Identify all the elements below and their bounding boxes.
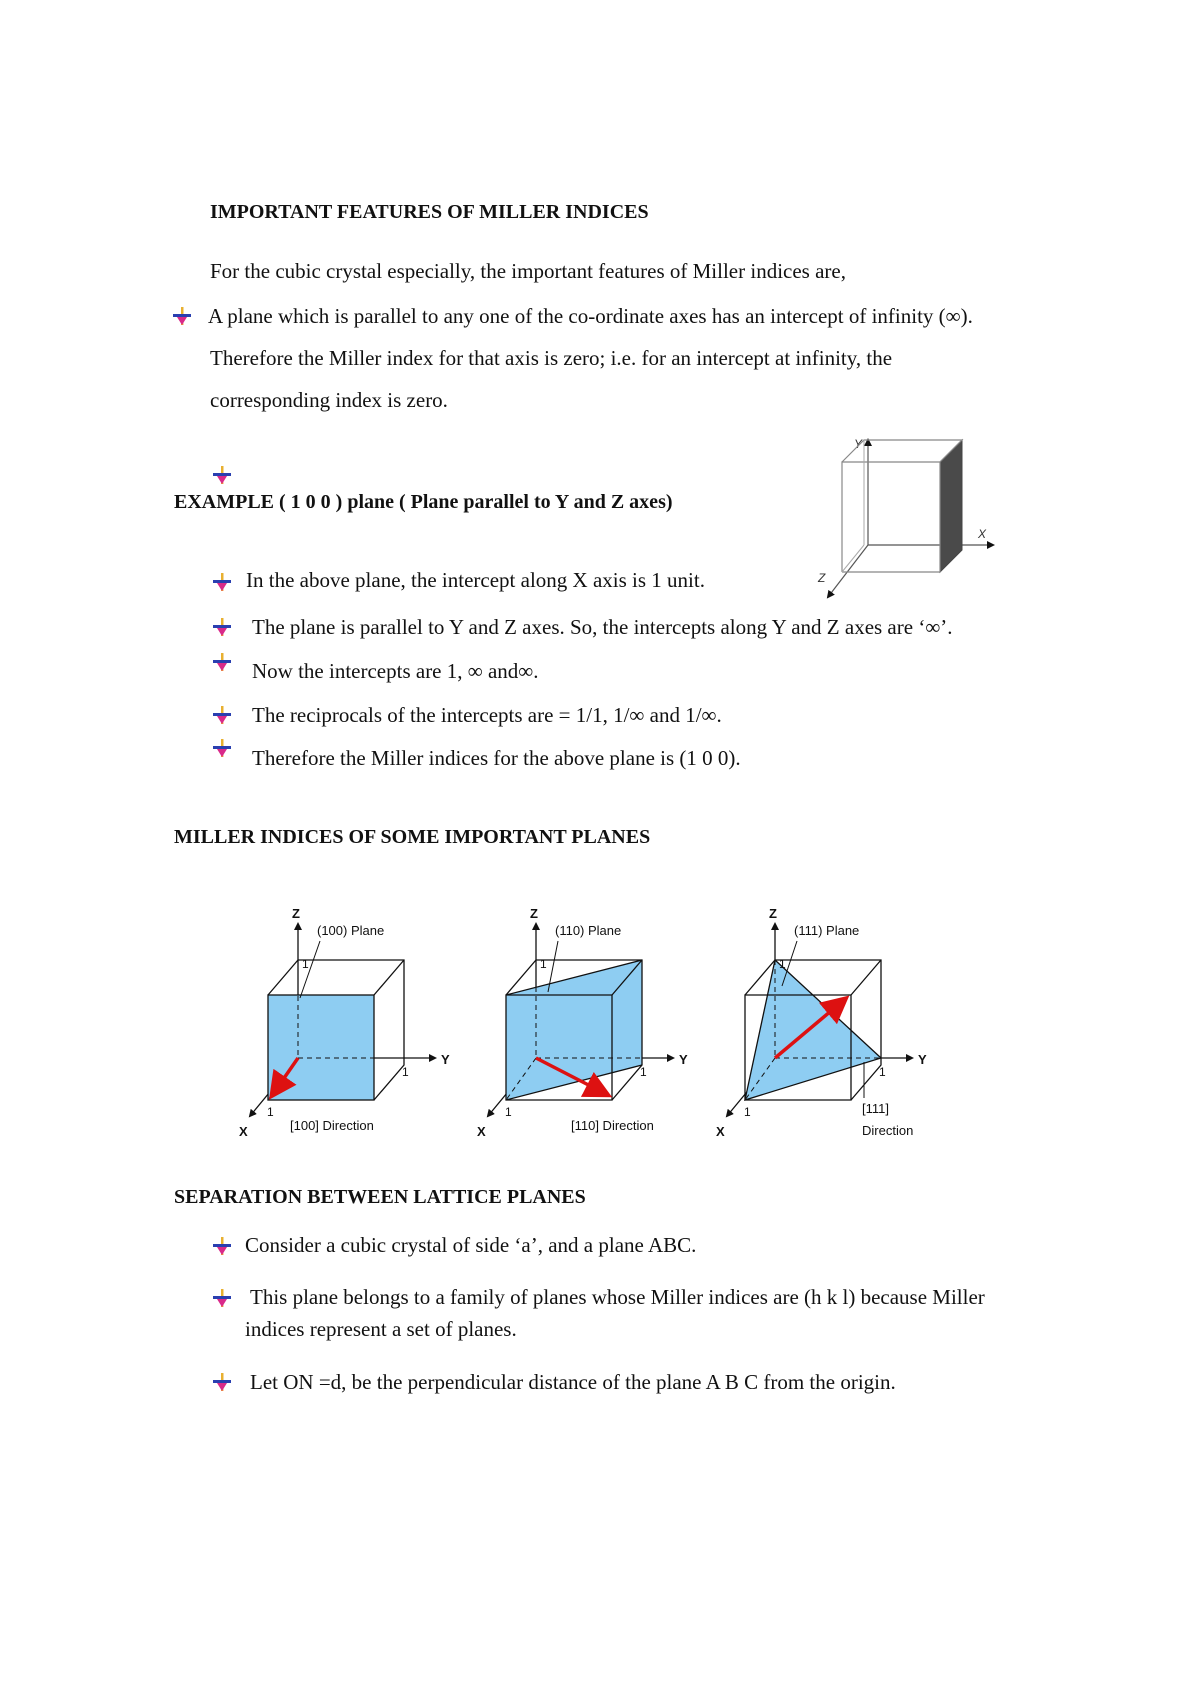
example-bullet-5: Therefore the Miller indices for the above plane is (1 0 0). [252, 746, 741, 770]
plane-label: (100) Plane [317, 923, 385, 938]
plane-label: (110) Plane [555, 923, 622, 938]
feature-line-2: Therefore the Miller index for that axis is zero; i.e. for an intercept at infinity, the [210, 346, 893, 370]
bullet-icon [212, 572, 232, 592]
example-heading: EXAMPLE ( 1 0 0 ) plane ( Plane parallel to Y and Z axes) [174, 491, 673, 513]
axis-label-x: X [978, 527, 987, 541]
axis-label-y: Y [441, 1052, 450, 1067]
bullet-icon [212, 1288, 232, 1308]
z-axis [828, 545, 868, 597]
direction-label: [100] Direction [290, 1118, 374, 1133]
plane-label: (111) Plane [794, 923, 860, 938]
axis-label-x: X [477, 1124, 486, 1139]
example-bullet-2: The plane is parallel to Y and Z axes. So, the intercepts along Y and Z axes are ‘∞’. [252, 615, 953, 639]
example-bullet-3: Now the intercepts are 1, ∞ and∞. [252, 659, 539, 683]
bullet-icon [172, 306, 192, 326]
axis-label-z: Z [769, 906, 777, 921]
separation-bullet-3: Let ON =d, be the perpendicular distance of the plane A B C from the origin. [250, 1370, 896, 1394]
separation-bullet-1: Consider a cubic crystal of side ‘a’, and a plane ABC. [245, 1233, 697, 1257]
heading-important-planes: MILLER INDICES OF SOME IMPORTANT PLANES [174, 826, 651, 848]
feature-line-1: A plane which is parallel to any one of the co-ordinate axes has an intercept of infinity (∞). [208, 304, 973, 328]
separation-bullet-2-line1: This plane belongs to a family of planes whose Miller indices are (h k l) because Miller [250, 1285, 985, 1309]
axis-label-z: Z [292, 906, 300, 921]
cube-front-face [842, 462, 940, 572]
axis-label-y: Y [679, 1052, 688, 1067]
tick-label-1: 1 [402, 1065, 409, 1079]
tick-label-1: 1 [640, 1065, 647, 1079]
bullet-icon [212, 1372, 232, 1392]
bullet-icon [212, 705, 232, 725]
plane-110-diagram [473, 898, 693, 1148]
plane-111-face [745, 960, 881, 1100]
cube-100-figure [810, 430, 1010, 605]
intro-text: For the cubic crystal especially, the important features of Miller indices are, [210, 259, 846, 283]
axis-label-x: X [716, 1124, 725, 1139]
axis-label-z: Z [818, 571, 826, 585]
bullet-icon [212, 465, 232, 485]
plane-111-diagram [712, 898, 952, 1148]
axis-label-y: Y [918, 1052, 927, 1067]
cube-hidden-edge [842, 545, 864, 572]
axis-label-z: Z [530, 906, 538, 921]
heading-important-features: IMPORTANT FEATURES OF MILLER INDICES [210, 201, 649, 223]
tick-label-1: 1 [302, 957, 309, 971]
axis-label-x: X [239, 1124, 248, 1139]
cube-top-face [842, 440, 962, 462]
tick-label-1: 1 [505, 1105, 512, 1119]
bullet-icon [212, 1236, 232, 1256]
example-bullet-4: The reciprocals of the intercepts are = 1/1, 1/∞ and 1/∞. [252, 703, 722, 727]
bullet-icon [212, 738, 232, 758]
tick-label-1: 1 [267, 1105, 274, 1119]
tick-label-1: 1 [540, 957, 547, 971]
plane-100-diagram [235, 898, 455, 1148]
tick-label-1: 1 [744, 1105, 751, 1119]
example-bullet-1: In the above plane, the intercept along X axis is 1 unit. [246, 568, 705, 592]
shaded-plane [940, 440, 962, 572]
tick-label-1: 1 [779, 957, 786, 971]
bullet-icon [212, 617, 232, 637]
axis-label-y: Y [854, 437, 863, 451]
separation-bullet-2-line2: indices represent a set of planes. [245, 1317, 517, 1341]
heading-separation: SEPARATION BETWEEN LATTICE PLANES [174, 1186, 586, 1208]
plane-100-face [268, 995, 374, 1100]
bullet-icon [212, 652, 232, 672]
direction-label: [110] Direction [571, 1118, 654, 1133]
feature-line-3: corresponding index is zero. [210, 388, 448, 412]
tick-label-1: 1 [879, 1065, 886, 1079]
direction-label-2: Direction [862, 1123, 914, 1138]
direction-label: [111] [862, 1101, 889, 1116]
